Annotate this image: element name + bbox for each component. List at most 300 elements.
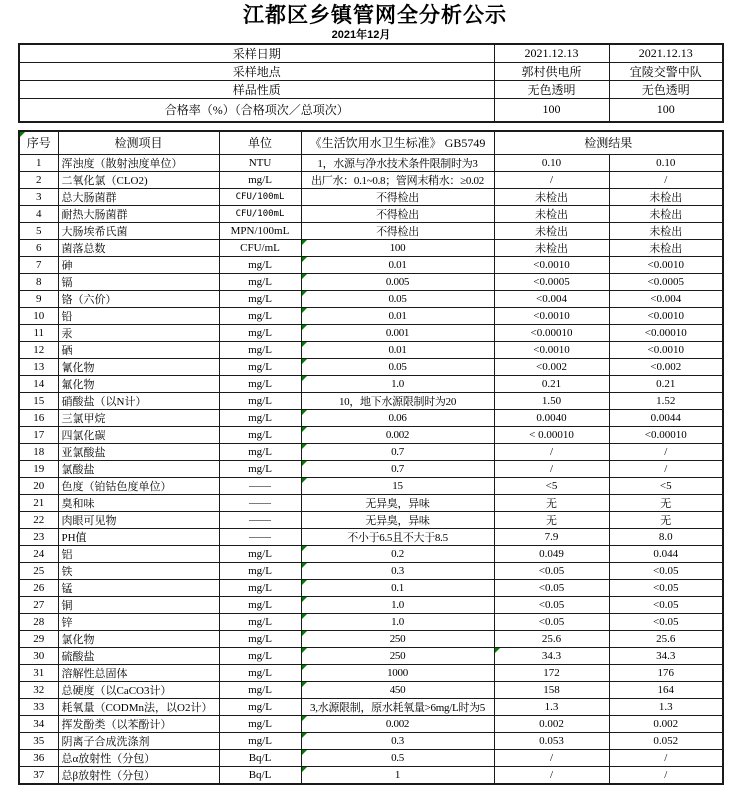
unit-text: mg/L [248, 446, 272, 458]
result-site1 [494, 682, 609, 699]
result-site1-text: <0.05 [539, 582, 564, 594]
table-row [19, 529, 723, 546]
table-row [19, 699, 723, 716]
result-site1 [494, 478, 609, 495]
result-site2-text: <0.05 [653, 599, 678, 611]
item-name [58, 427, 219, 444]
result-site2 [609, 342, 723, 359]
result-site2-text: 8.0 [659, 531, 673, 543]
item-name [58, 495, 219, 512]
result-site2 [609, 512, 723, 529]
standard-limit [301, 155, 494, 172]
row-number [19, 376, 58, 393]
info-value-site2-text: 宜陵交警中队 [630, 65, 702, 79]
result-site2 [609, 206, 723, 223]
standard-limit [301, 393, 494, 410]
table-row [19, 580, 723, 597]
standard-limit-text: 1 [395, 769, 400, 781]
result-site2 [609, 597, 723, 614]
unit [219, 682, 301, 699]
unit [219, 342, 301, 359]
result-site1-text: / [550, 463, 553, 475]
unit-text: CFU/100mL [236, 192, 285, 202]
result-site1 [494, 376, 609, 393]
flag-triangle-icon [302, 291, 307, 296]
result-site2 [609, 682, 723, 699]
info-row [19, 63, 723, 81]
result-site1 [494, 733, 609, 750]
unit [219, 444, 301, 461]
standard-limit-text: 1，水源与净水技术条件限制时为3 [317, 158, 477, 170]
table-row [19, 495, 723, 512]
standard-limit-text: 0.01 [388, 310, 406, 322]
item-name [58, 614, 219, 631]
row-number [19, 580, 58, 597]
row-number-text: 6 [36, 242, 42, 254]
result-site2 [609, 155, 723, 172]
standard-limit-text: 1000 [387, 667, 408, 679]
table-row [19, 274, 723, 291]
col-header-item [58, 131, 219, 155]
item-name-text: 总硬度（以CaCO3计） [62, 685, 172, 697]
row-number-text: 4 [36, 208, 42, 220]
result-site1-text: / [550, 446, 553, 458]
table-row [19, 410, 723, 427]
flag-triangle-icon [302, 325, 307, 330]
unit-text: Bq/L [249, 752, 272, 764]
sampling-info-table [18, 43, 724, 123]
row-number [19, 648, 58, 665]
col-header-unit-text: 单位 [248, 136, 272, 150]
result-site1-text: <0.05 [539, 565, 564, 577]
analysis-results-table [18, 130, 724, 785]
result-site2 [609, 716, 723, 733]
item-name [58, 580, 219, 597]
unit [219, 580, 301, 597]
standard-limit [301, 291, 494, 308]
row-number [19, 444, 58, 461]
unit-text: mg/L [248, 582, 272, 594]
flag-triangle-icon [302, 376, 307, 381]
item-name-text: 砷 [62, 260, 73, 272]
row-number-text: 17 [33, 429, 44, 441]
row-number-text: 35 [33, 735, 44, 747]
item-name [58, 172, 219, 189]
standard-limit [301, 631, 494, 648]
unit-text: mg/L [248, 650, 272, 662]
unit-text: —— [249, 480, 271, 492]
result-site1 [494, 410, 609, 427]
result-site1-text: <5 [546, 480, 558, 492]
standard-limit-text: 0.2 [391, 548, 404, 560]
item-name-text: 挥发酚类（以苯酚计） [62, 719, 172, 731]
result-site1 [494, 206, 609, 223]
item-name [58, 546, 219, 563]
unit [219, 750, 301, 767]
unit [219, 648, 301, 665]
standard-limit-text: 0.002 [386, 718, 409, 730]
result-site2 [609, 444, 723, 461]
standard-limit [301, 461, 494, 478]
standard-limit-text: 1.0 [391, 599, 404, 611]
unit [219, 478, 301, 495]
item-name [58, 274, 219, 291]
result-site1-text: < 0.00010 [529, 429, 574, 441]
item-name [58, 189, 219, 206]
result-site1-text: <0.00010 [531, 327, 573, 339]
row-number [19, 478, 58, 495]
row-number-text: 23 [33, 531, 44, 543]
item-name [58, 631, 219, 648]
standard-limit [301, 478, 494, 495]
row-number-text: 13 [33, 361, 44, 373]
unit [219, 325, 301, 342]
unit-text: mg/L [248, 429, 272, 441]
info-label-text: 样品性质 [233, 83, 281, 97]
standard-limit [301, 189, 494, 206]
item-name [58, 716, 219, 733]
table-row [19, 444, 723, 461]
result-site1 [494, 699, 609, 716]
row-number [19, 308, 58, 325]
row-number [19, 546, 58, 563]
unit [219, 767, 301, 785]
row-number-text: 18 [33, 446, 44, 458]
standard-limit-text: 0.5 [391, 752, 404, 764]
unit [219, 240, 301, 257]
info-value-site1-text: 100 [543, 102, 561, 116]
row-number-text: 11 [33, 327, 44, 339]
col-header-result [494, 131, 723, 155]
result-site2-text: / [664, 769, 667, 781]
item-name [58, 597, 219, 614]
result-site2-text: 1.52 [656, 395, 675, 407]
info-value-site1-text: 郭村供电所 [521, 65, 581, 79]
unit [219, 206, 301, 223]
result-site2-text: <0.002 [650, 361, 681, 373]
result-site1-text: 未检出 [535, 192, 568, 204]
flag-triangle-icon [302, 682, 307, 687]
table-row [19, 682, 723, 699]
item-name-text: 菌落总数 [62, 243, 106, 255]
standard-limit-text: 0.3 [391, 565, 404, 577]
result-site2-text: / [664, 752, 667, 764]
item-name [58, 444, 219, 461]
item-name [58, 240, 219, 257]
standard-limit [301, 274, 494, 291]
result-site1-text: <0.0010 [533, 344, 569, 356]
result-site2-text: <5 [660, 480, 672, 492]
table-row [19, 206, 723, 223]
result-site1-text: 0.049 [539, 548, 564, 560]
unit-text: —— [249, 497, 271, 509]
standard-limit [301, 410, 494, 427]
standard-limit-text: 1.0 [391, 616, 404, 628]
result-site2 [609, 359, 723, 376]
result-site2-text: <0.05 [653, 582, 678, 594]
unit [219, 733, 301, 750]
table-row [19, 342, 723, 359]
result-site2-text: / [664, 174, 667, 186]
result-site2 [609, 648, 723, 665]
table-row [19, 546, 723, 563]
unit-text: mg/L [248, 259, 272, 271]
standard-limit-text: 0.005 [386, 276, 409, 288]
flag-triangle-icon [302, 665, 307, 670]
row-number-text: 21 [33, 497, 44, 509]
result-site1 [494, 172, 609, 189]
row-number [19, 359, 58, 376]
result-site2-text: <0.05 [653, 565, 678, 577]
unit [219, 495, 301, 512]
item-name-text: 浑浊度（散射浊度单位） [62, 158, 183, 170]
result-site2 [609, 172, 723, 189]
info-value-site2 [609, 99, 723, 122]
unit [219, 665, 301, 682]
item-name [58, 478, 219, 495]
unit [219, 274, 301, 291]
flag-triangle-icon [302, 563, 307, 568]
result-site1-text: 25.6 [542, 633, 561, 645]
table-row [19, 223, 723, 240]
result-site1-text: <0.0010 [533, 310, 569, 322]
result-site1-text: <0.004 [536, 293, 567, 305]
item-name-text: 硝酸盐（以N计） [62, 396, 147, 408]
flag-triangle-icon [302, 444, 307, 449]
item-name [58, 461, 219, 478]
unit-text: mg/L [248, 395, 272, 407]
row-number [19, 512, 58, 529]
item-name-text: 铝 [62, 549, 73, 561]
standard-limit [301, 206, 494, 223]
row-number [19, 325, 58, 342]
standard-limit [301, 529, 494, 546]
item-name-text: 氯酸盐 [62, 464, 95, 476]
table-row [19, 308, 723, 325]
result-site2-text: 34.3 [656, 650, 675, 662]
result-site1-text: 7.9 [545, 531, 559, 543]
unit-text: mg/L [248, 463, 272, 475]
results-header-row [19, 131, 723, 155]
item-name-text: 氰化物 [62, 362, 95, 374]
item-name-text: 锰 [62, 583, 73, 595]
item-name [58, 155, 219, 172]
item-name-text: 耗氧量（CODMn法，以O2计） [62, 702, 213, 714]
unit-text: mg/L [248, 412, 272, 424]
table-row [19, 427, 723, 444]
result-site2-text: / [664, 463, 667, 475]
result-site1 [494, 665, 609, 682]
item-name-text: 总大肠菌群 [62, 192, 117, 204]
result-site1 [494, 614, 609, 631]
standard-limit [301, 733, 494, 750]
result-site2 [609, 665, 723, 682]
result-site2-text: 25.6 [656, 633, 675, 645]
item-name [58, 223, 219, 240]
unit-text: mg/L [248, 327, 272, 339]
result-site2-text: / [664, 446, 667, 458]
flag-triangle-icon [302, 614, 307, 619]
standard-limit [301, 427, 494, 444]
result-site1 [494, 563, 609, 580]
standard-limit-text: 10，地下水源限制时为20 [339, 396, 456, 408]
result-site1 [494, 240, 609, 257]
row-number-text: 8 [36, 276, 42, 288]
unit [219, 376, 301, 393]
flag-triangle-icon [302, 597, 307, 602]
row-number [19, 240, 58, 257]
result-site1 [494, 648, 609, 665]
standard-limit-text: 不得检出 [376, 192, 419, 204]
item-name-text: 汞 [62, 328, 73, 340]
row-number-text: 20 [33, 480, 44, 492]
result-site1 [494, 427, 609, 444]
item-name [58, 767, 219, 785]
flag-triangle-icon [302, 359, 307, 364]
standard-limit-text: 0.05 [388, 293, 406, 305]
item-name-text: 四氯化碳 [62, 430, 106, 442]
unit-text: MPN/100mL [231, 225, 290, 237]
row-number [19, 155, 58, 172]
flag-triangle-icon [302, 274, 307, 279]
result-site2 [609, 223, 723, 240]
info-label [19, 63, 494, 81]
result-site2-text: 未检出 [649, 226, 682, 238]
row-number [19, 427, 58, 444]
result-site2-text: 未检出 [649, 192, 682, 204]
row-number-text: 14 [33, 378, 44, 390]
result-site2-text: 无 [660, 498, 671, 510]
unit-text: —— [249, 531, 271, 543]
result-site2-text: <0.00010 [645, 327, 687, 339]
table-row [19, 189, 723, 206]
info-value-site1 [494, 63, 609, 81]
unit [219, 308, 301, 325]
result-site1-text: 1.3 [545, 701, 559, 713]
unit-text: mg/L [248, 684, 272, 696]
item-name-text: 铅 [62, 311, 73, 323]
result-site1 [494, 189, 609, 206]
row-number-text: 33 [33, 701, 44, 713]
flag-triangle-icon [302, 410, 307, 415]
standard-limit-text: 450 [390, 684, 406, 696]
row-number [19, 529, 58, 546]
unit [219, 223, 301, 240]
item-name-text: 氟化物 [62, 379, 95, 391]
row-number-text: 31 [33, 667, 44, 679]
item-name [58, 257, 219, 274]
unit [219, 172, 301, 189]
item-name [58, 733, 219, 750]
info-value-site2 [609, 44, 723, 63]
table-row [19, 393, 723, 410]
flag-triangle-icon [302, 478, 307, 483]
result-site2-text: 0.21 [656, 378, 675, 390]
info-value-site2 [609, 81, 723, 99]
table-row [19, 155, 723, 172]
item-name-text: 铬（六价） [62, 294, 117, 306]
item-name-text: 三氯甲烷 [62, 413, 106, 425]
row-number [19, 750, 58, 767]
result-site1-text: 0.002 [539, 718, 564, 730]
unit-text: mg/L [248, 616, 272, 628]
standard-limit [301, 699, 494, 716]
table-row [19, 325, 723, 342]
col-header-standard-text: 《生活饮用水卫生标准》 GB5749 [310, 136, 486, 150]
result-site1-text: 34.3 [542, 650, 561, 662]
row-number-text: 29 [33, 633, 44, 645]
table-row [19, 614, 723, 631]
standard-limit-text: 0.7 [391, 446, 404, 458]
result-site1-text: 172 [543, 667, 560, 679]
table-row [19, 376, 723, 393]
row-number-text: 34 [33, 718, 44, 730]
result-site2 [609, 461, 723, 478]
item-name-text: 硫酸盐 [62, 651, 95, 663]
table-row [19, 240, 723, 257]
row-number-text: 28 [33, 616, 44, 628]
result-site1-text: / [550, 769, 553, 781]
row-number-text: 24 [33, 548, 44, 560]
result-site2 [609, 699, 723, 716]
col-header-standard [301, 131, 494, 155]
result-site1-text: / [550, 174, 553, 186]
standard-limit [301, 563, 494, 580]
unit-text: mg/L [248, 344, 272, 356]
result-site2-text: 164 [658, 684, 675, 696]
result-site1-text: 未检出 [535, 243, 568, 255]
standard-limit-text: 0.002 [386, 429, 409, 441]
result-site2-text: 176 [658, 667, 675, 679]
info-label [19, 81, 494, 99]
info-label-text: 合格率（%）（合格项次／总项次） [165, 103, 349, 117]
standard-limit [301, 325, 494, 342]
item-name-text: 耐热大肠菌群 [62, 209, 128, 221]
table-row [19, 257, 723, 274]
flag-triangle-icon [302, 308, 307, 313]
result-site1-text: 无 [546, 498, 557, 510]
row-number [19, 563, 58, 580]
col-header-result-text: 检测结果 [584, 136, 632, 150]
col-header-no-text: 序号 [27, 136, 51, 150]
result-site1-text: 0.053 [539, 735, 564, 747]
row-number [19, 699, 58, 716]
result-site2 [609, 733, 723, 750]
info-label [19, 44, 494, 63]
result-site1-text: 0.21 [542, 378, 561, 390]
result-site1 [494, 291, 609, 308]
result-site1 [494, 767, 609, 785]
standard-limit-text: 0.01 [388, 259, 406, 271]
unit-text: mg/L [248, 718, 272, 730]
flag-triangle-icon [302, 461, 307, 466]
row-number-text: 15 [33, 395, 44, 407]
row-number [19, 172, 58, 189]
result-site1 [494, 393, 609, 410]
standard-limit-text: 1.0 [391, 378, 404, 390]
flag-triangle-icon [302, 240, 307, 245]
unit [219, 189, 301, 206]
row-number [19, 716, 58, 733]
table-row [19, 767, 723, 785]
unit-text: mg/L [248, 293, 272, 305]
flag-triangle-icon [302, 580, 307, 585]
row-number [19, 291, 58, 308]
result-site2 [609, 750, 723, 767]
item-name [58, 682, 219, 699]
standard-limit [301, 716, 494, 733]
unit-text: mg/L [248, 378, 272, 390]
